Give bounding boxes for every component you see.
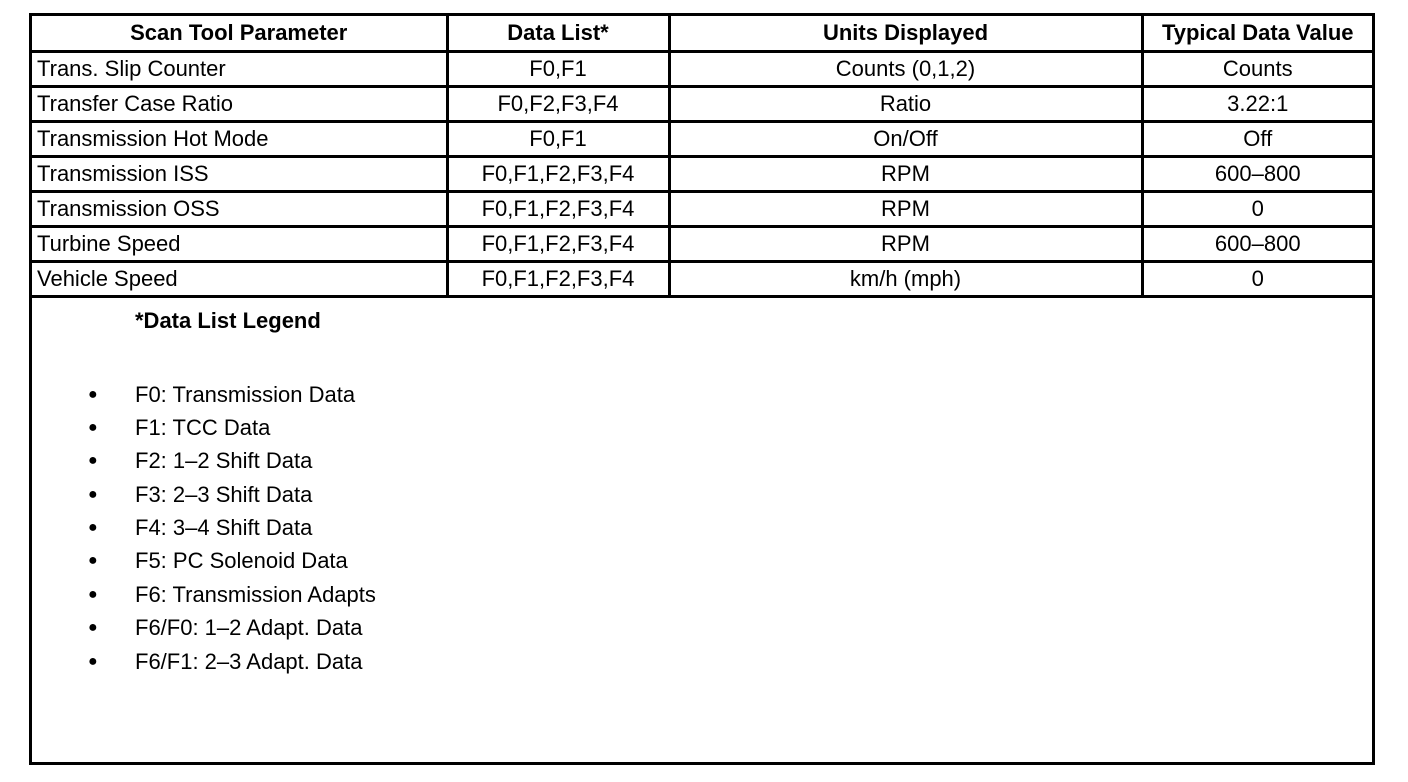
table-row — [32, 156, 1372, 191]
cell-data-list: F0,F1,F2,F3,F4 — [447, 156, 669, 191]
list-item — [32, 544, 376, 577]
legend-item-text: F6/F1: 2–3 Adapt. Data — [135, 648, 363, 674]
cell-typical-value: Counts — [1142, 51, 1372, 86]
header-scan-tool-parameter: Scan Tool Parameter — [32, 16, 447, 51]
table-row — [32, 86, 1372, 121]
list-item — [32, 645, 376, 678]
cell-data-list: F0,F1,F2,F3,F4 — [447, 191, 669, 226]
bullet-icon: ● — [88, 452, 98, 470]
table-row — [32, 51, 1372, 86]
scan-tool-parameter-table — [32, 16, 1372, 298]
bullet-icon: ● — [88, 385, 98, 403]
cell-units: RPM — [669, 226, 1142, 261]
cell-data-list: F0,F1,F2,F3,F4 — [447, 261, 669, 296]
bullet-icon: ● — [88, 585, 98, 603]
legend-title: *Data List Legend — [135, 307, 321, 333]
bullet-icon: ● — [88, 652, 98, 670]
table-row — [32, 191, 1372, 226]
cell-typical-value: 0 — [1142, 191, 1372, 226]
cell-units: RPM — [669, 156, 1142, 191]
list-item — [32, 378, 376, 411]
cell-parameter: Transmission ISS — [32, 156, 447, 191]
cell-data-list: F0,F2,F3,F4 — [447, 86, 669, 121]
cell-units: On/Off — [669, 121, 1142, 156]
cell-parameter: Vehicle Speed — [32, 261, 447, 296]
legend-item-text: F6: Transmission Adapts — [135, 581, 376, 607]
header-typical-data-value: Typical Data Value — [1142, 16, 1372, 51]
cell-data-list: F0,F1 — [447, 121, 669, 156]
cell-parameter: Trans. Slip Counter — [32, 51, 447, 86]
document-frame — [29, 13, 1375, 765]
table-row — [32, 261, 1372, 296]
bullet-icon: ● — [88, 485, 98, 503]
bullet-icon: ● — [88, 552, 98, 570]
cell-parameter: Transmission OSS — [32, 191, 447, 226]
cell-parameter: Transfer Case Ratio — [32, 86, 447, 121]
bullet-icon: ● — [88, 418, 98, 436]
cell-parameter: Transmission Hot Mode — [32, 121, 447, 156]
legend-item-text: F0: Transmission Data — [135, 381, 356, 407]
cell-typical-value: 0 — [1142, 261, 1372, 296]
legend-item-text: F2: 1–2 Shift Data — [135, 448, 313, 474]
legend-item-text: F3: 2–3 Shift Data — [135, 481, 313, 507]
legend-item-text: F1: TCC Data — [135, 414, 271, 440]
list-item — [32, 578, 376, 611]
cell-units: km/h (mph) — [669, 261, 1142, 296]
list-item — [32, 611, 376, 644]
cell-data-list: F0,F1 — [447, 51, 669, 86]
list-item — [32, 411, 376, 444]
bullet-icon: ● — [88, 619, 98, 637]
bullet-icon: ● — [88, 519, 98, 537]
legend-item-text: F5: PC Solenoid Data — [135, 548, 348, 574]
header-units-displayed: Units Displayed — [669, 16, 1142, 51]
header-data-list: Data List* — [447, 16, 669, 51]
cell-typical-value: 3.22:1 — [1142, 86, 1372, 121]
list-item — [32, 511, 376, 544]
legend-item-text: F6/F0: 1–2 Adapt. Data — [135, 615, 363, 641]
cell-parameter: Turbine Speed — [32, 226, 447, 261]
cell-typical-value: 600–800 — [1142, 156, 1372, 191]
cell-typical-value: Off — [1142, 121, 1372, 156]
table-row — [32, 226, 1372, 261]
cell-data-list: F0,F1,F2,F3,F4 — [447, 226, 669, 261]
table-header-row — [32, 16, 1372, 51]
legend-list — [32, 378, 376, 679]
list-item — [32, 444, 376, 477]
cell-units: Ratio — [669, 86, 1142, 121]
cell-typical-value: 600–800 — [1142, 226, 1372, 261]
cell-units: Counts (0,1,2) — [669, 51, 1142, 86]
list-item — [32, 478, 376, 511]
cell-units: RPM — [669, 191, 1142, 226]
legend-item-text: F4: 3–4 Shift Data — [135, 515, 313, 541]
table-row — [32, 121, 1372, 156]
